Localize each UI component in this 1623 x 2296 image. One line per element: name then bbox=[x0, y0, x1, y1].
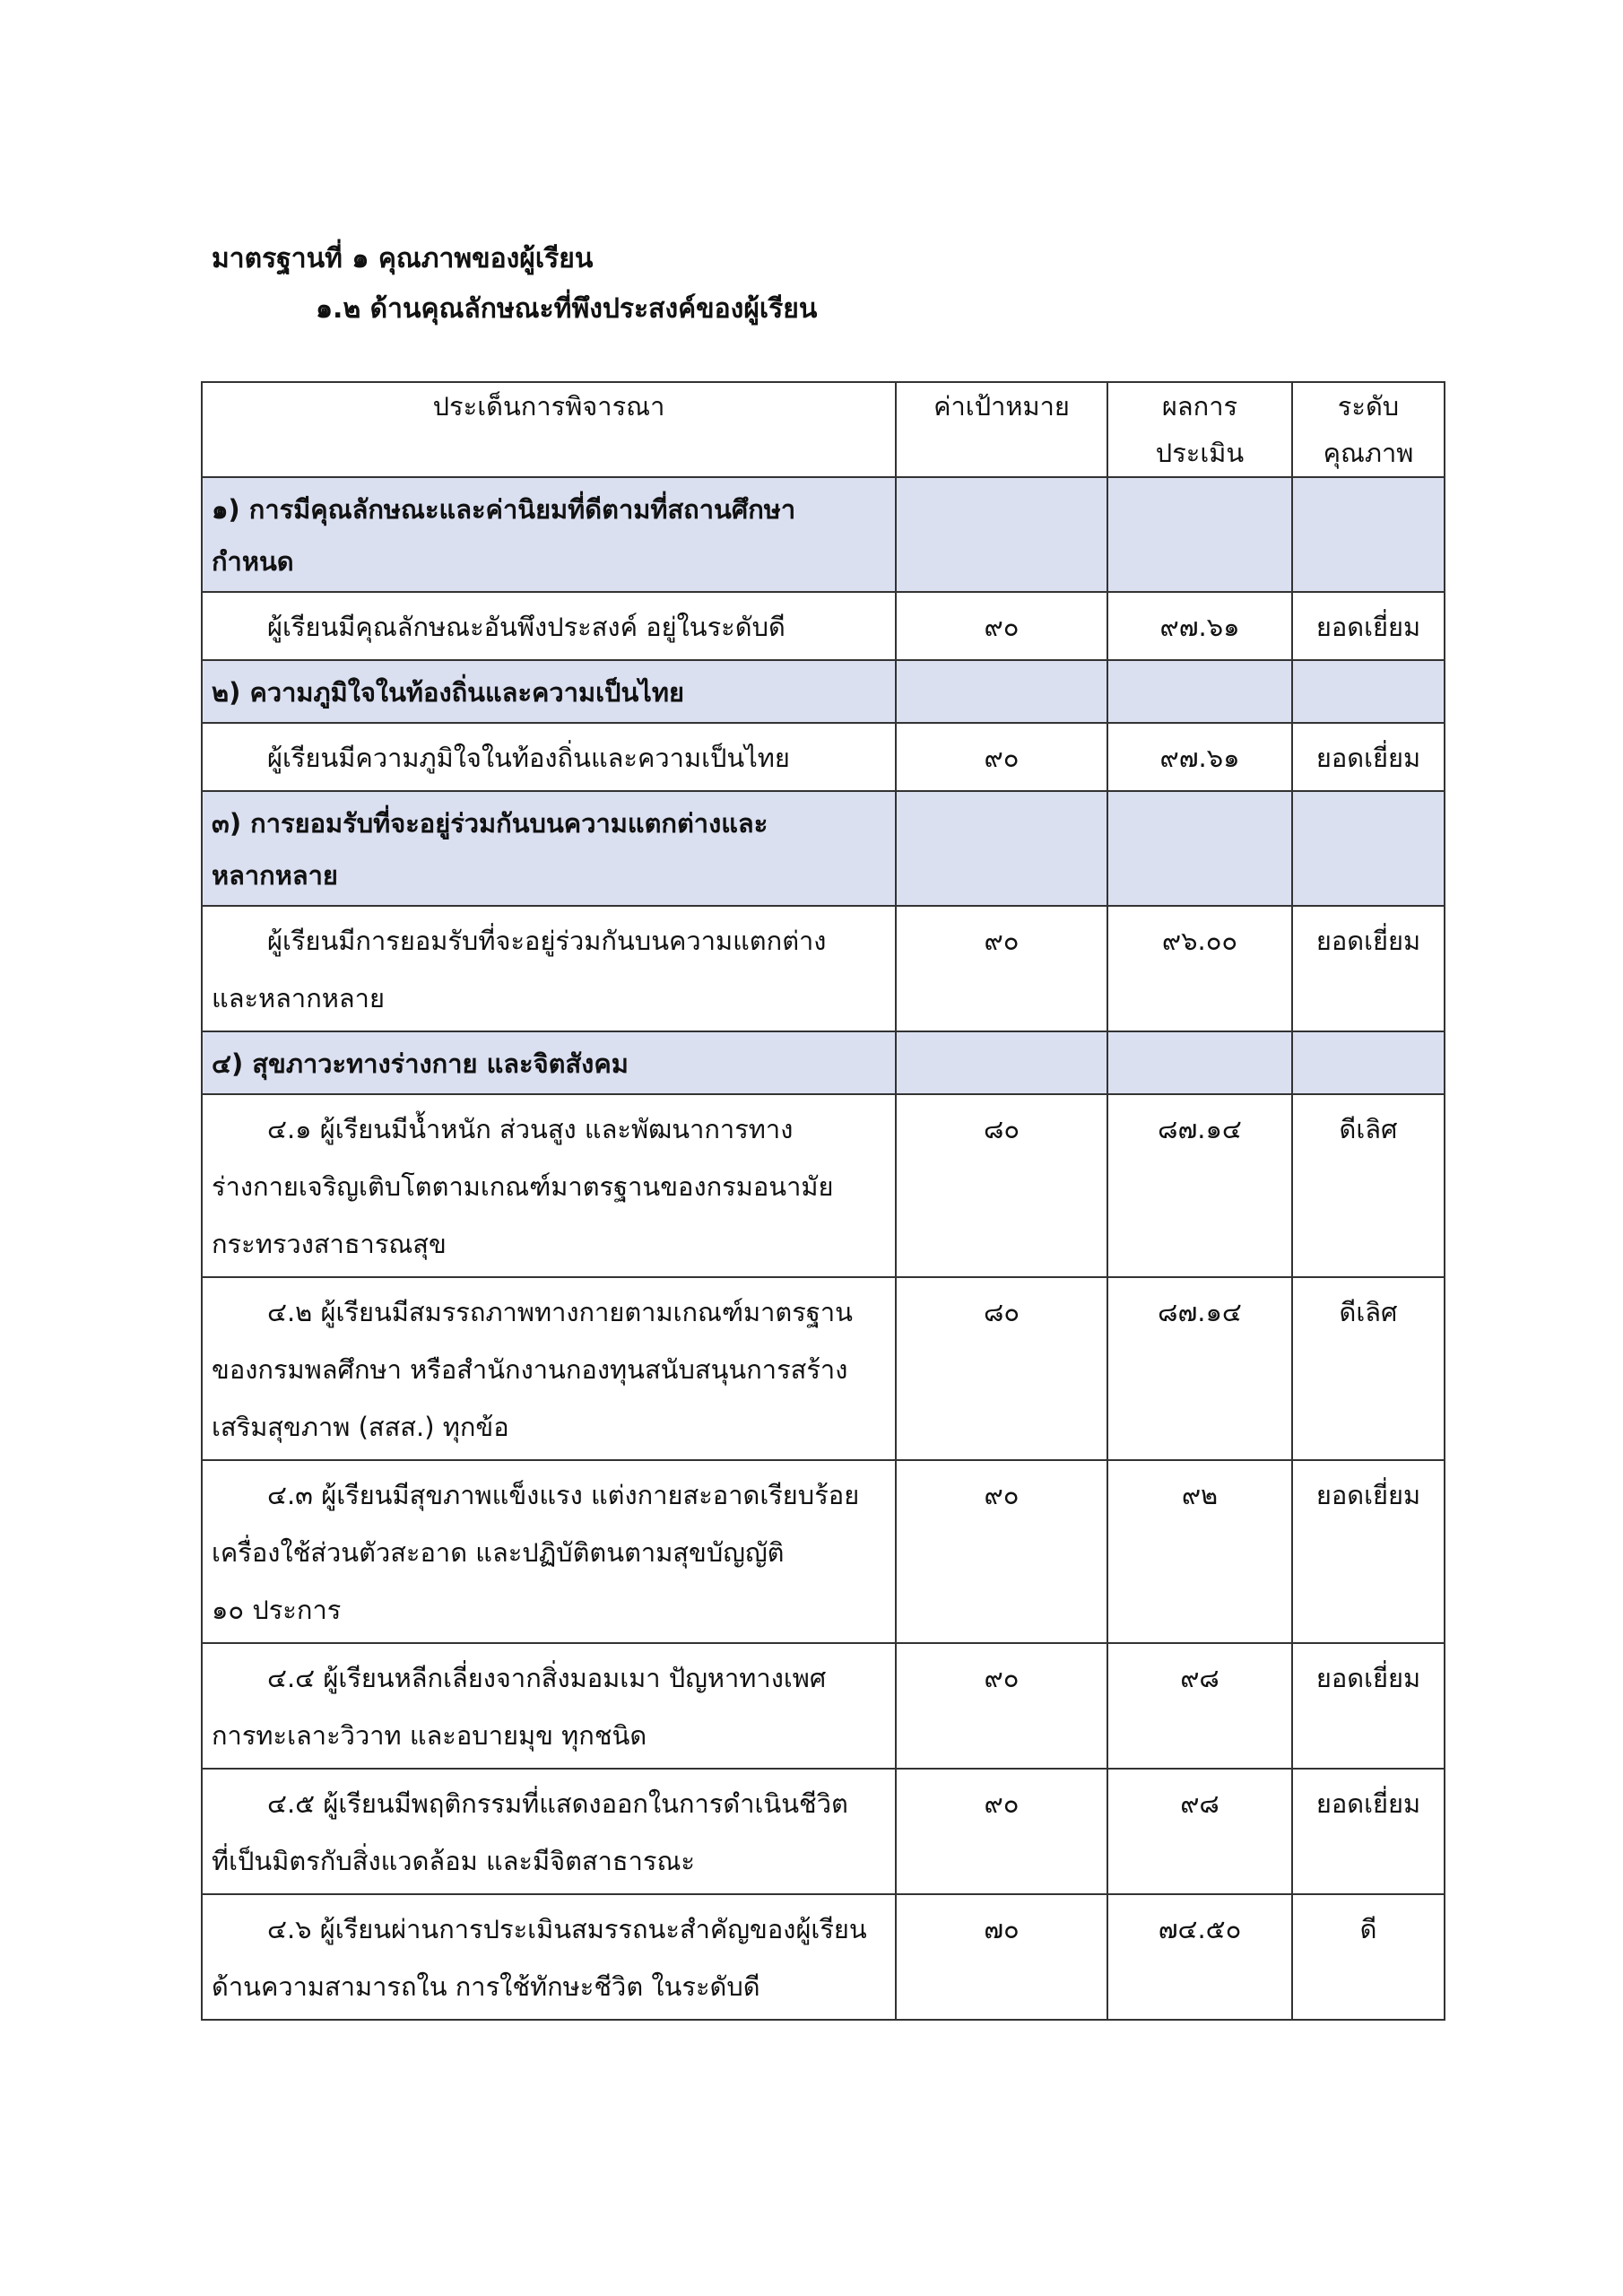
section-title-line: ๒) ความภูมิใจในท้องถิ่นและความเป็นไทย bbox=[212, 677, 684, 708]
document-title: มาตรฐานที่ ๑ คุณภาพของผู้เรียน bbox=[212, 243, 594, 274]
section-title-line: หลากหลาย bbox=[212, 860, 338, 891]
item-topic-line: ของกรมพลศึกษา หรือสำนักงานกองทุนสนับสนุนการสร้าง bbox=[212, 1354, 848, 1385]
section-row bbox=[202, 791, 1445, 906]
document-subtitle: ๑.๒ ด้านคุณลักษณะที่พึงประสงค์ของผู้เรียน bbox=[316, 293, 818, 325]
table-row bbox=[202, 1769, 1445, 1894]
table-row bbox=[202, 723, 1445, 791]
header-result-line2: ประเมิน bbox=[1155, 438, 1245, 468]
section-empty-cell bbox=[896, 1031, 1107, 1094]
item-result-value: ๙๖.๐๐ bbox=[1107, 906, 1292, 1031]
header-quality-line1: ระดับ bbox=[1337, 391, 1400, 422]
item-topic-cell bbox=[202, 906, 896, 1031]
item-topic-line: ๑๐ ประการ bbox=[212, 1595, 342, 1625]
item-result-value: ๙๒ bbox=[1107, 1460, 1292, 1643]
item-topic-line: ๔.๕ ผู้เรียนมีพฤติกรรมที่แสดงออกในการดำเนินชีวิต bbox=[267, 1788, 848, 1819]
item-topic-cell bbox=[202, 1643, 896, 1769]
item-topic-line: เสริมสุขภาพ (สสส.) ทุกข้อ bbox=[212, 1412, 509, 1442]
section-row bbox=[202, 660, 1445, 723]
table-row bbox=[202, 592, 1445, 660]
item-result-value: ๘๗.๑๔ bbox=[1107, 1094, 1292, 1277]
item-quality-value: ยอดเยี่ยม bbox=[1292, 906, 1445, 1031]
item-topic-line: ผู้เรียนมีความภูมิใจในท้องถิ่นและความเป็นไทย bbox=[267, 743, 790, 773]
table-row bbox=[202, 1894, 1445, 2020]
item-topic-cell bbox=[202, 1769, 896, 1894]
item-result-value: ๗๔.๕๐ bbox=[1107, 1894, 1292, 2020]
header-topic-label: ประเด็นการพิจารณา bbox=[432, 391, 665, 422]
section-title-cell bbox=[202, 1031, 896, 1094]
item-quality-value: ยอดเยี่ยม bbox=[1292, 1643, 1445, 1769]
item-topic-line: ๔.๓ ผู้เรียนมีสุขภาพแข็งแรง แต่งกายสะอาดเรียบร้อย bbox=[267, 1480, 860, 1510]
item-topic-line: ที่เป็นมิตรกับสิ่งแวดล้อม และมีจิตสาธารณะ bbox=[212, 1846, 695, 1876]
section-empty-cell bbox=[1107, 660, 1292, 723]
section-title-line: กำหนด bbox=[212, 546, 294, 577]
item-topic-cell bbox=[202, 1460, 896, 1643]
item-quality-value: ดีเลิศ bbox=[1292, 1277, 1445, 1460]
section-empty-cell bbox=[896, 477, 1107, 592]
header-topic bbox=[202, 382, 896, 477]
item-result-value: ๙๘ bbox=[1107, 1643, 1292, 1769]
evaluation-table bbox=[201, 381, 1445, 2021]
section-empty-cell bbox=[1292, 660, 1445, 723]
item-topic-line: ๔.๑ ผู้เรียนมีน้ำหนัก ส่วนสูง และพัฒนาการทาง bbox=[267, 1114, 794, 1144]
item-topic-line: ด้านความสามารถใน การใช้ทักษะชีวิต ในระดับดี bbox=[212, 1971, 760, 2002]
item-topic-line: ๔.๒ ผู้เรียนมีสมรรถภาพทางกายตามเกณฑ์มาตรฐาน bbox=[267, 1297, 853, 1327]
item-topic-line: ๔.๔ ผู้เรียนหลีกเลี่ยงจากสิ่งมอมเมา ปัญหาทางเพศ bbox=[267, 1663, 827, 1693]
section-title-cell bbox=[202, 477, 896, 592]
item-target-value: ๙๐ bbox=[896, 1643, 1107, 1769]
item-result-value: ๙๘ bbox=[1107, 1769, 1292, 1894]
item-quality-value: ยอดเยี่ยม bbox=[1292, 592, 1445, 660]
item-target-value: ๘๐ bbox=[896, 1094, 1107, 1277]
item-topic-line: กระทรวงสาธารณสุข bbox=[212, 1229, 447, 1259]
item-topic-line: เครื่องใช้ส่วนตัวสะอาด และปฏิบัติตนตามสุขบัญญัติ bbox=[212, 1537, 785, 1568]
item-quality-value: ดี bbox=[1292, 1894, 1445, 2020]
header-quality-line2: คุณภาพ bbox=[1323, 438, 1414, 468]
item-quality-value: ยอดเยี่ยม bbox=[1292, 1460, 1445, 1643]
section-empty-cell bbox=[896, 660, 1107, 723]
header-result bbox=[1107, 382, 1292, 477]
item-target-value: ๙๐ bbox=[896, 723, 1107, 791]
table-header-row bbox=[202, 382, 1445, 477]
header-quality bbox=[1292, 382, 1445, 477]
table-row bbox=[202, 1460, 1445, 1643]
item-topic-line: ร่างกายเจริญเติบโตตามเกณฑ์มาตรฐานของกรมอนามัย bbox=[212, 1171, 834, 1202]
item-topic-cell bbox=[202, 1094, 896, 1277]
item-target-value: ๗๐ bbox=[896, 1894, 1107, 2020]
item-quality-value: ดีเลิศ bbox=[1292, 1094, 1445, 1277]
item-target-value: ๙๐ bbox=[896, 592, 1107, 660]
section-empty-cell bbox=[1107, 1031, 1292, 1094]
item-result-value: ๘๗.๑๔ bbox=[1107, 1277, 1292, 1460]
header-result-line1: ผลการ bbox=[1161, 391, 1238, 422]
section-title-line: ๑) การมีคุณลักษณะและค่านิยมที่ดีตามที่สถานศึกษา bbox=[212, 494, 796, 525]
section-empty-cell bbox=[896, 791, 1107, 906]
section-row bbox=[202, 477, 1445, 592]
item-result-value: ๙๗.๖๑ bbox=[1107, 723, 1292, 791]
item-topic-line: การทะเลาะวิวาท และอบายมุข ทุกชนิด bbox=[212, 1720, 647, 1751]
section-empty-cell bbox=[1292, 1031, 1445, 1094]
item-topic-line: ผู้เรียนมีการยอมรับที่จะอยู่ร่วมกันบนความแตกต่าง bbox=[267, 926, 827, 956]
header-target-label: ค่าเป้าหมาย bbox=[933, 391, 1070, 422]
item-target-value: ๙๐ bbox=[896, 1460, 1107, 1643]
item-topic-cell bbox=[202, 1894, 896, 2020]
item-topic-cell bbox=[202, 723, 896, 791]
section-empty-cell bbox=[1107, 791, 1292, 906]
section-title-cell bbox=[202, 660, 896, 723]
table-row bbox=[202, 1277, 1445, 1460]
table-row bbox=[202, 1643, 1445, 1769]
item-topic-line: ผู้เรียนมีคุณลักษณะอันพึงประสงค์ อยู่ในระดับดี bbox=[267, 612, 785, 642]
item-topic-line: ๔.๖ ผู้เรียนผ่านการประเมินสมรรถนะสำคัญของผู้เรียน bbox=[267, 1914, 867, 1944]
header-target bbox=[896, 382, 1107, 477]
section-title-line: ๔) สุขภาวะทางร่างกาย และจิตสังคม bbox=[212, 1048, 629, 1079]
table-body bbox=[202, 477, 1445, 2020]
item-target-value: ๙๐ bbox=[896, 1769, 1107, 1894]
section-empty-cell bbox=[1292, 477, 1445, 592]
item-target-value: ๘๐ bbox=[896, 1277, 1107, 1460]
item-result-value: ๙๗.๖๑ bbox=[1107, 592, 1292, 660]
section-title-cell bbox=[202, 791, 896, 906]
section-title-line: ๓) การยอมรับที่จะอยู่ร่วมกันบนความแตกต่างและ bbox=[212, 808, 768, 839]
item-target-value: ๙๐ bbox=[896, 906, 1107, 1031]
table-row bbox=[202, 906, 1445, 1031]
section-empty-cell bbox=[1292, 791, 1445, 906]
item-quality-value: ยอดเยี่ยม bbox=[1292, 1769, 1445, 1894]
item-topic-cell bbox=[202, 592, 896, 660]
section-row bbox=[202, 1031, 1445, 1094]
item-topic-line: และหลากหลาย bbox=[212, 983, 385, 1013]
item-quality-value: ยอดเยี่ยม bbox=[1292, 723, 1445, 791]
item-topic-cell bbox=[202, 1277, 896, 1460]
table-row bbox=[202, 1094, 1445, 1277]
section-empty-cell bbox=[1107, 477, 1292, 592]
